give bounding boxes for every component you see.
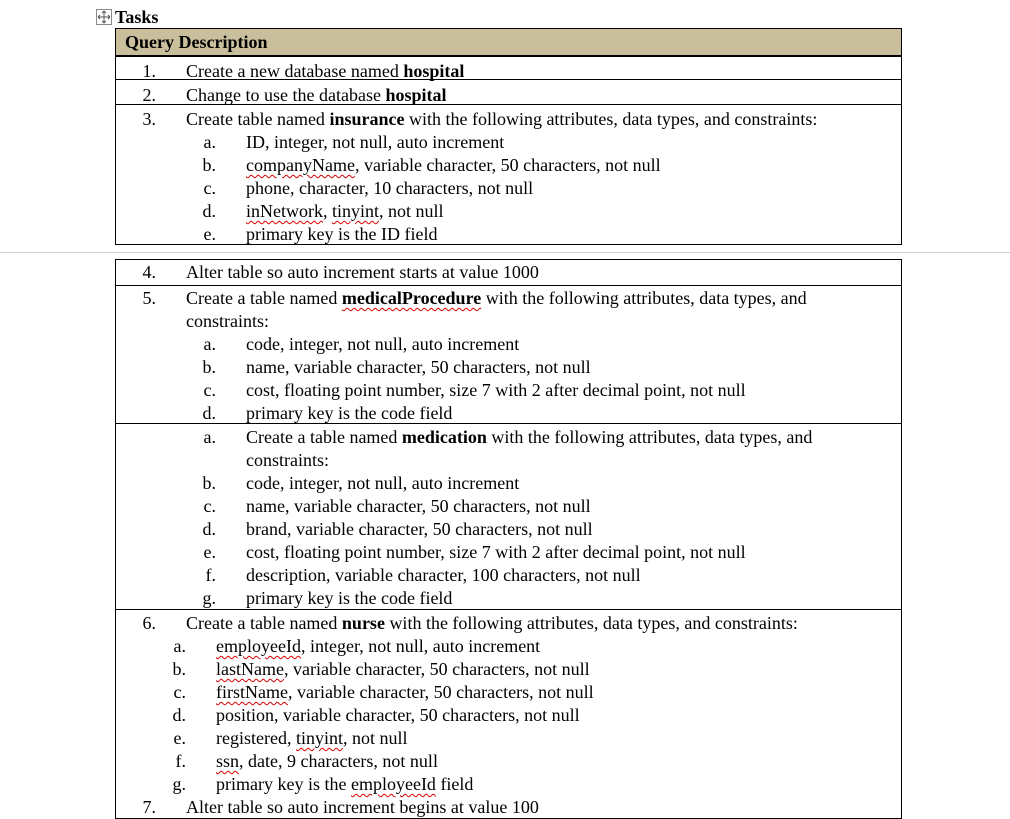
list-marker: c.: [203, 178, 216, 198]
text-run: primary key is the code field: [246, 403, 453, 423]
text-run: code, integer, not null, auto increment: [246, 473, 520, 493]
text-run: with the following attributes, data types, and constraints:: [384, 613, 798, 633]
task-row-r5: [116, 287, 896, 310]
text-run: primary key is the: [216, 774, 351, 794]
text-run: ID, integer, not null, auto increment: [246, 132, 505, 152]
task-row-r5b: [116, 356, 896, 379]
list-marker: c.: [173, 682, 186, 702]
task-text: [246, 426, 812, 449]
text-run: , date, 9 characters, not null: [239, 751, 438, 771]
list-marker: b.: [202, 473, 216, 493]
bold-term: hospital: [385, 85, 447, 105]
text-run: , variable character, 50 characters, not null: [287, 682, 594, 702]
list-marker: 6.: [142, 613, 156, 633]
task-row-r5a: [116, 333, 896, 356]
task-text: [186, 796, 539, 819]
list-marker: e.: [173, 728, 186, 748]
task-row-r4: [116, 261, 896, 284]
list-marker: 2.: [142, 85, 156, 105]
task-text: [246, 518, 593, 541]
list-marker: d.: [202, 201, 216, 221]
text-run: name, variable character, 50 characters, not null: [246, 357, 591, 377]
text-run: Create table named: [186, 109, 330, 129]
spellcheck-flagged-word: employeeId: [216, 636, 301, 656]
text-run: constraints:: [186, 311, 269, 331]
task-text: [216, 658, 590, 681]
task-row-r5w: [116, 310, 896, 333]
text-run: code, integer, not null, auto increment: [246, 334, 520, 354]
text-run: with the following attributes, data types, and constraints:: [404, 109, 818, 129]
task-text: [186, 108, 817, 131]
list-marker: d.: [202, 403, 216, 423]
bold-term: nurse: [341, 613, 385, 633]
task-row-r7g: [116, 773, 896, 796]
text-run: registered,: [216, 728, 296, 748]
table-move-handle-icon[interactable]: [96, 9, 112, 25]
task-row-r6c: [116, 495, 896, 518]
task-row-r3a: [116, 131, 896, 154]
task-text: [216, 750, 438, 773]
task-row-r2: [116, 84, 896, 107]
text-run: cost, floating point number, size 7 with 2 after decimal point, not null: [246, 542, 746, 562]
task-row-r7d: [116, 704, 896, 727]
text-run: with the following attributes, data types, and: [486, 427, 813, 447]
task-text: [216, 773, 473, 796]
text-run: cost, floating point number, size 7 with 2 after decimal point, not null: [246, 380, 746, 400]
task-text: [246, 564, 641, 587]
task-row-r6d: [116, 518, 896, 541]
task-row-r3d: [116, 200, 896, 223]
text-run: position, variable character, 50 characters, not null: [216, 705, 580, 725]
task-text: [246, 223, 437, 246]
task-row-r3: [116, 108, 896, 131]
task-text: [246, 587, 452, 610]
task-row-r7e: [116, 727, 896, 750]
text-run: with the following attributes, data types, and: [481, 288, 807, 308]
task-row-r6b: [116, 472, 896, 495]
text-run: field: [435, 774, 474, 794]
task-text: [216, 727, 408, 750]
spellcheck-flagged-word: tinyint: [295, 728, 343, 748]
list-marker: g.: [172, 774, 186, 794]
task-text: [186, 310, 269, 333]
task-text: [246, 379, 746, 402]
text-run: ,: [322, 201, 332, 221]
task-row-r5c: [116, 379, 896, 402]
list-marker: 4.: [142, 262, 156, 282]
list-marker: e.: [203, 224, 216, 244]
task-row-r5d: [116, 402, 896, 425]
task-row-r3e: [116, 223, 896, 246]
text-run: description, variable character, 100 characters, not null: [246, 565, 641, 585]
list-marker: g.: [202, 588, 216, 608]
task-row-r3b: [116, 154, 896, 177]
text-run: , integer, not null, auto increment: [300, 636, 541, 656]
text-run: , variable character, 50 characters, not null: [354, 155, 661, 175]
text-run: , not null: [342, 728, 408, 748]
text-run: Change to use the database: [186, 85, 386, 105]
task-text: [246, 541, 746, 564]
task-text: [246, 177, 533, 200]
task-row-r6a: [116, 426, 896, 449]
task-text: [246, 472, 519, 495]
list-marker: b.: [172, 659, 186, 679]
table-header-row: [116, 29, 901, 57]
spellcheck-flagged-word: lastName: [216, 659, 284, 679]
spellcheck-flagged-word: employeeId: [350, 774, 436, 794]
spellcheck-flagged-word: companyName: [246, 155, 355, 175]
list-marker: d.: [202, 519, 216, 539]
bold-term: medication: [401, 427, 487, 447]
list-marker: 3.: [142, 109, 156, 129]
task-text: [246, 154, 661, 177]
task-row-r1: [116, 60, 896, 83]
page-break-line: [0, 252, 1010, 253]
list-marker: a.: [173, 636, 186, 656]
text-run: Alter table so auto increment starts at value 1000: [186, 262, 539, 282]
text-run: Create a table named: [186, 288, 342, 308]
list-marker: d.: [172, 705, 186, 725]
list-marker: a.: [203, 427, 216, 447]
text-run: primary key is the ID field: [246, 224, 438, 244]
task-text: [186, 261, 539, 284]
task-text: [186, 84, 446, 107]
list-marker: e.: [203, 542, 216, 562]
bold-term: medicalProcedure: [341, 288, 482, 308]
task-text: [216, 681, 594, 704]
spellcheck-flagged-word: ssn: [216, 751, 240, 771]
text-run: Create a table named: [246, 427, 402, 447]
list-marker: a.: [203, 334, 216, 354]
page-title: Tasks: [115, 7, 159, 27]
list-marker: 1.: [142, 61, 156, 81]
task-row-r7: [116, 612, 896, 635]
task-text: [246, 402, 452, 425]
list-marker: f.: [205, 565, 216, 585]
task-row-r6e: [116, 541, 896, 564]
text-run: constraints:: [246, 450, 329, 470]
text-run: primary key is the code field: [246, 588, 453, 608]
task-text: [186, 287, 807, 310]
bold-term: hospital: [403, 61, 465, 81]
list-marker: b.: [202, 357, 216, 377]
task-text: [246, 356, 591, 379]
list-marker: f.: [175, 751, 186, 771]
list-marker: c.: [203, 496, 216, 516]
list-marker: c.: [203, 380, 216, 400]
task-text: [246, 131, 504, 154]
list-marker: b.: [202, 155, 216, 175]
spellcheck-flagged-word: inNetwork: [246, 201, 323, 221]
list-marker: 5.: [142, 288, 156, 308]
list-marker: 7.: [142, 797, 156, 817]
task-text: [246, 333, 519, 356]
task-row-r7b: [116, 658, 896, 681]
text-run: Create a table named: [186, 613, 342, 633]
task-row-r3c: [116, 177, 896, 200]
text-run: , not null: [379, 201, 444, 221]
row-divider: [116, 285, 901, 286]
task-text: [186, 612, 798, 635]
text-run: , variable character, 50 characters, not null: [283, 659, 590, 679]
bold-term: insurance: [329, 109, 405, 129]
text-run: Alter table so auto increment begins at value 100: [186, 797, 539, 817]
text-run: name, variable character, 50 characters, not null: [246, 496, 591, 516]
task-text: [246, 495, 591, 518]
list-marker: a.: [203, 132, 216, 152]
text-run: Create a new database named: [186, 61, 404, 81]
task-text: [246, 200, 444, 223]
task-row-r7c: [116, 681, 896, 704]
table-header-cell: Query Description: [125, 32, 268, 52]
task-text: [216, 704, 580, 727]
tasks-table-part-1: [115, 28, 902, 245]
task-row-r7f: [116, 750, 896, 773]
text-run: phone, character, 10 characters, not null: [246, 178, 534, 198]
task-row-r6g: [116, 587, 896, 610]
task-text: [216, 635, 540, 658]
tasks-table-part-2: [115, 259, 902, 819]
spellcheck-flagged-word: tinyint: [331, 201, 379, 221]
task-text: [246, 449, 329, 472]
task-text: [186, 60, 464, 83]
task-row-r8: [116, 796, 896, 819]
text-run: brand, variable character, 50 characters, not null: [246, 519, 593, 539]
task-row-r7a: [116, 635, 896, 658]
task-row-r6f: [116, 564, 896, 587]
spellcheck-flagged-word: firstName: [216, 682, 288, 702]
task-row-r6aw: [116, 449, 896, 472]
